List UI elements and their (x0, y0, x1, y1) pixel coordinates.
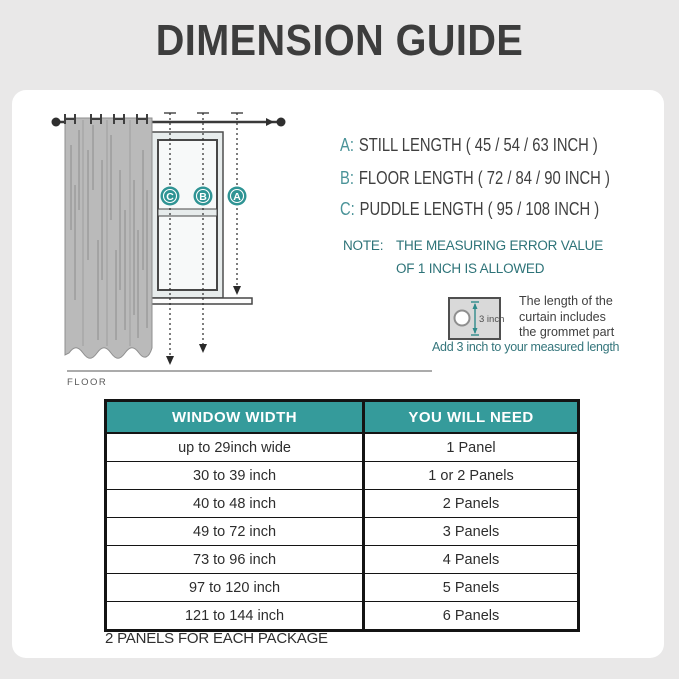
table-row (106, 574, 579, 602)
window-illustration (145, 132, 252, 304)
marker-b-label: B (199, 191, 207, 203)
window-width-cell: 97 to 120 inch (106, 574, 364, 602)
window-width-cell: up to 29inch wide (106, 433, 364, 462)
panels-needed-cell: 2 Panels (364, 490, 579, 518)
length-a-prefix: A: (340, 135, 354, 155)
window-width-cell: 30 to 39 inch (106, 462, 364, 490)
length-line-a (340, 134, 598, 156)
dimension-guide-card (12, 90, 664, 658)
marker-badges (161, 187, 247, 206)
length-line-c (340, 198, 599, 220)
you-will-need-header: YOU WILL NEED (364, 401, 579, 434)
window-width-header: WINDOW WIDTH (106, 401, 364, 434)
grommet-ring-icon (455, 311, 470, 326)
note-line-1: THE MEASURING ERROR VALUE (396, 238, 604, 253)
page-title: DIMENSION GUIDE (155, 16, 524, 65)
note-line-2: OF 1 INCH IS ALLOWED (396, 261, 545, 276)
panels-needed-cell: 1 or 2 Panels (364, 462, 579, 490)
table-row (106, 546, 579, 574)
table-header-row (106, 401, 579, 434)
length-line-b (340, 167, 610, 189)
grommet-caption-line-2: curtain includes (519, 309, 606, 324)
panels-needed-cell: 1 Panel (364, 433, 579, 462)
floor-label: FLOOR (67, 377, 108, 388)
window-width-cell: 49 to 72 inch (106, 518, 364, 546)
marker-c-label: C (166, 191, 174, 203)
panels-needed-cell: 5 Panels (364, 574, 579, 602)
add-inch-note: Add 3 inch to your measured length (432, 340, 620, 354)
grommet-size-label: 3 inch (479, 314, 505, 325)
grommet-caption-line-3: the grommet part (519, 325, 615, 339)
package-note: 2 PANELS FOR EACH PACKAGE (105, 630, 328, 647)
table-row (106, 433, 579, 462)
panels-needed-cell: 4 Panels (364, 546, 579, 574)
table-row (106, 490, 579, 518)
grommet-caption-line-1: The length of the (519, 294, 613, 308)
table-row (106, 602, 579, 631)
table-row (106, 518, 579, 546)
panels-needed-cell: 3 Panels (364, 518, 579, 546)
window-width-cell: 73 to 96 inch (106, 546, 364, 574)
length-c-prefix: C: (340, 199, 355, 219)
length-a-text: STILL LENGTH ( 45 / 54 / 63 INCH ) (358, 135, 598, 155)
curtain-illustration (65, 114, 152, 358)
panel-count-table (104, 399, 580, 632)
marker-a-label: A (233, 191, 241, 203)
length-c-text: PUDDLE LENGTH ( 95 / 108 INCH ) (359, 199, 600, 219)
length-b-text: FLOOR LENGTH ( 72 / 84 / 90 INCH ) (358, 168, 610, 188)
grommet-detail-box (448, 297, 520, 341)
window-sill (145, 298, 252, 304)
note-label: NOTE: (343, 238, 384, 253)
length-b-prefix: B: (340, 168, 354, 188)
table-row (106, 462, 579, 490)
panels-needed-cell: 6 Panels (364, 602, 579, 631)
grommet-caption (519, 294, 614, 341)
window-width-cell: 40 to 48 inch (106, 490, 364, 518)
window-width-cell: 121 to 144 inch (106, 602, 364, 631)
